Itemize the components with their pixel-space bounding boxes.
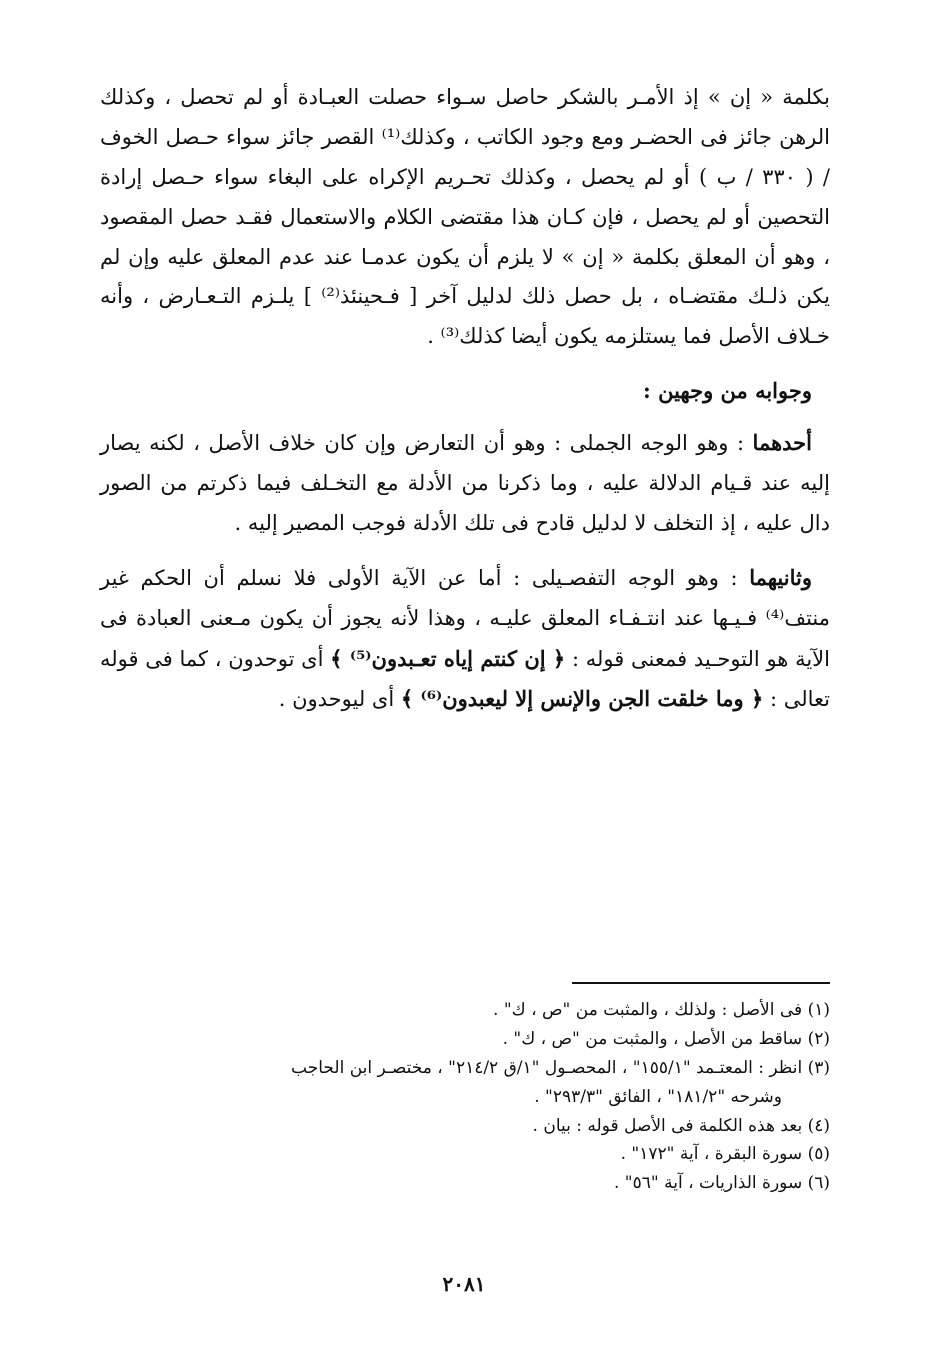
paragraph-2-text: : وهو الوجه الجملى : وهو أن التعارض وإن كان خلاف الأصل ، لكنه يصار إليه عند قـيام الدلالة عليه ، وما ذكرنا من الأدلة مع التخـلف فيما ذكرتم من الصور دال عليه ، إذ التخلف لا لدليل قادح فى تلك الأدلة فوجب المصير إليه . — [100, 431, 830, 535]
footnote-4: (٤) بعد هذه الكلمة فى الأصل قوله : بيان . — [532, 1115, 830, 1136]
quran-quote-1: ﴿ إن كنتم إياه تعـبدون⁽⁵⁾ ﴾ — [330, 645, 566, 671]
paragraph-3 — [100, 558, 830, 721]
paragraph-3-lead: وثانيهما — [749, 564, 812, 590]
footnote-5: (٥) سورة البقرة ، آية "١٧٢" . — [620, 1144, 830, 1165]
footnote-1: (١) فى الأصل : ولذلك ، والمثبت من "ص ، ك" . — [493, 1000, 830, 1020]
paragraph-2 — [100, 423, 830, 544]
paragraph-1: بكلمة « إن » إذ الأمـر بالشكر حاصل سـواء حصلت العبـادة أو لم تحصل ، وكذلك الرهن جائز فى الحضـر ومع وجود الكاتب ، وكذلك⁽¹⁾ القصر جائز سواء حـصل الخوف / ( ٣٣٠ / ب ) أو لم يحصل ، وكذلك تحـريم الإكراه على البغاء سواء حـصل إرادة التحصين أو لم يحصل ، فإن كـان هذا مقتضى الكلام والاستعمال فقـد حصل المقصود ، وهو أن المعلق بكلمة « إن » لا يلزم أن يكون عدمـا عند عدم المعلق عليه وإن لم يكن ذلـك مقتضـاه ، بل حصل ذلك لدليل آخر [ فـحينئذ⁽²⁾ ] يلـزم التـعـارض ، وأنه خـلاف الأصل فما يستلزمه يكون أيضا كذلك⁽³⁾ . — [100, 85, 830, 349]
paragraph-3-text-a: : وهو الوجه التفصـيلى : أما عن الآية الأولى فلا نسلم أن الحكم غير منتف⁽⁴⁾ فـيـها عند انتـفـاء المعلق عليـه ، وهذا لأنه يجوز أن يكون مـعنى العبادة فى الآية هو التوحـيد فمعنى قوله : — [100, 565, 830, 671]
footnote-6: (٦) سورة الذاريات ، آية "٥٦" . — [613, 1173, 830, 1194]
paragraph-2-lead: أحدهما — [752, 430, 812, 456]
footnote-3: (٣) انظر : المعتـمد "١٥٥/١" ، المحصـول "١/ق ٢١٤/٢" ، مختصـر ابن الحاجب — [291, 1057, 830, 1078]
footnote-2: (٢) ساقط من الأصل ، والمثبت من "ص ، ك" . — [502, 1028, 830, 1049]
paragraph-3-text-b: أى توحدون ، كما فى قوله تعالى : — [100, 646, 830, 712]
footnotes — [100, 996, 830, 1198]
main-text — [100, 78, 830, 734]
footnote-3-continued: وشرحه "١٨١/٢" ، الفائق "٢٩٣/٣" . — [534, 1086, 782, 1107]
footnote-divider — [572, 982, 830, 984]
quran-quote-2: ﴿ وما خلقت الجن والإنس إلا ليعبدون⁽⁶⁾ ﴾ — [400, 686, 764, 712]
page-number: ٢٠٨١ — [442, 1272, 486, 1296]
section-heading: وجوابه من وجهين : — [643, 378, 812, 404]
paragraph-3-text-c: أى ليوحدون . — [278, 687, 401, 712]
